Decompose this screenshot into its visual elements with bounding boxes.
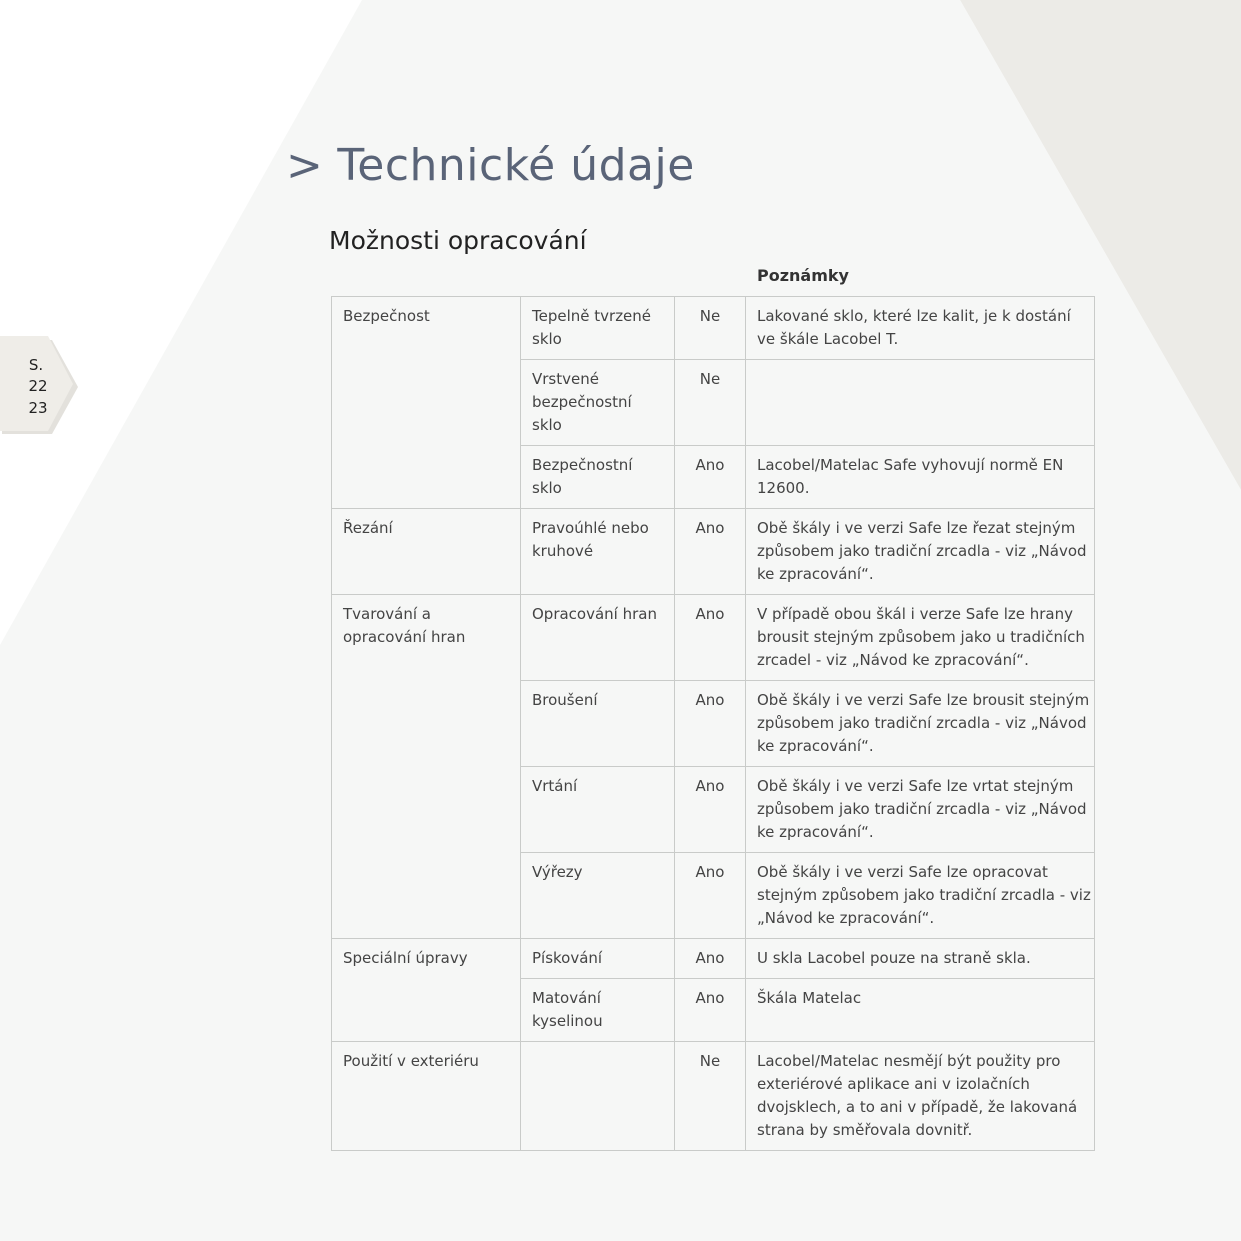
category-cell: Řezání bbox=[332, 509, 521, 595]
note-cell: Obě škály i ve verzi Safe lze opracovat stejným způsobem jako tradiční zrcadla - viz „Návod ke zpracování“. bbox=[746, 853, 1095, 939]
value-cell: Ano bbox=[675, 939, 746, 979]
value-cell: Ne bbox=[675, 360, 746, 446]
section-subtitle: Možnosti opracování bbox=[329, 226, 587, 255]
note-cell: Lacobel/Matelac Safe vyhovují normě EN 12600. bbox=[746, 446, 1095, 509]
value-cell: Ano bbox=[675, 681, 746, 767]
item-cell: Tepelně tvrzené sklo bbox=[521, 297, 675, 360]
page-title bbox=[286, 140, 695, 191]
value-cell: Ano bbox=[675, 853, 746, 939]
note-cell: Lakované sklo, které lze kalit, je k dostání ve škále Lacobel T. bbox=[746, 297, 1095, 360]
table-row bbox=[332, 1042, 1095, 1151]
title-marker: > bbox=[286, 140, 324, 191]
item-cell: Vrstvené bezpečnostní sklo bbox=[521, 360, 675, 446]
category-cell: Bezpečnost bbox=[332, 297, 521, 509]
value-cell: Ano bbox=[675, 595, 746, 681]
note-cell: Obě škály i ve verzi Safe lze vrtat stejným způsobem jako tradiční zrcadla - viz „Návod ke zpracování“. bbox=[746, 767, 1095, 853]
item-cell: Vrtání bbox=[521, 767, 675, 853]
value-cell: Ano bbox=[675, 979, 746, 1042]
page-number-tab bbox=[0, 336, 78, 434]
note-cell: U skla Lacobel pouze na straně skla. bbox=[746, 939, 1095, 979]
item-cell: Výřezy bbox=[521, 853, 675, 939]
value-cell: Ano bbox=[675, 446, 746, 509]
note-cell: Obě škály i ve verzi Safe lze řezat stejným způsobem jako tradiční zrcadla - viz „Návod ke zpracování“. bbox=[746, 509, 1095, 595]
item-cell: Bezpečnostní sklo bbox=[521, 446, 675, 509]
note-cell bbox=[746, 360, 1095, 446]
notes-column-header: Poznámky bbox=[757, 266, 849, 285]
table-row bbox=[332, 939, 1095, 979]
value-cell: Ano bbox=[675, 767, 746, 853]
item-cell: Opracování hran bbox=[521, 595, 675, 681]
value-cell: Ano bbox=[675, 509, 746, 595]
item-cell: Broušení bbox=[521, 681, 675, 767]
table-row bbox=[332, 509, 1095, 595]
table-row bbox=[332, 297, 1095, 360]
table-row bbox=[332, 595, 1095, 681]
value-cell: Ne bbox=[675, 297, 746, 360]
item-cell: Pískování bbox=[521, 939, 675, 979]
category-cell: Tvarování a opracování hran bbox=[332, 595, 521, 939]
note-cell: Škála Matelac bbox=[746, 979, 1095, 1042]
page-number-left: 22 bbox=[28, 377, 48, 395]
note-cell: Obě škály i ve verzi Safe lze brousit stejným způsobem jako tradiční zrcadla - viz „Návod ke zpracování“. bbox=[746, 681, 1095, 767]
technical-table bbox=[331, 296, 1095, 1151]
page-prefix: S. bbox=[28, 356, 44, 374]
item-cell bbox=[521, 1042, 675, 1151]
item-cell: Pravoúhlé nebo kruhové bbox=[521, 509, 675, 595]
note-cell: Lacobel/Matelac nesmějí být použity pro exteriérové aplikace ani v izolačních dvojsklech, a to ani v případě, že lakovaná strana by směřovala dovnitř. bbox=[746, 1042, 1095, 1151]
value-cell: Ne bbox=[675, 1042, 746, 1151]
category-cell: Použití v exteriéru bbox=[332, 1042, 521, 1151]
item-cell: Matování kyselinou bbox=[521, 979, 675, 1042]
category-cell: Speciální úpravy bbox=[332, 939, 521, 1042]
page-number-right: 23 bbox=[28, 399, 48, 417]
page-title-text: Technické údaje bbox=[337, 140, 695, 191]
note-cell: V případě obou škál i verze Safe lze hrany brousit stejným způsobem jako u tradičních zrcadel - viz „Návod ke zpracování“. bbox=[746, 595, 1095, 681]
